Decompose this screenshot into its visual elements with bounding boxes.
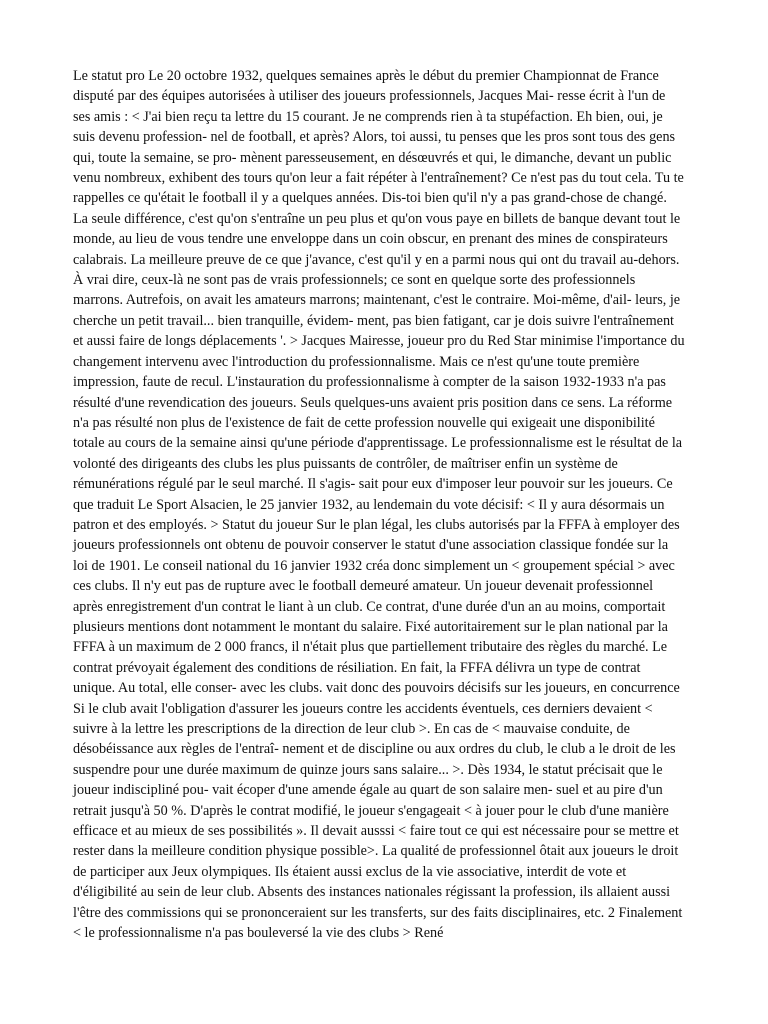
document-page [73, 66, 685, 943]
body-paragraph: Le statut pro Le 20 octobre 1932, quelques semaines après le début du premier Championnat de France disputé par des équipes autorisées à utiliser des joueurs professionnels, Jacques Mai- resse écrit à l'un de ses amis : < J'ai bien reçu ta lettre du 15 courant. Je ne comprends rien à ta stupéfaction. Eh bien, oui, je suis devenu profession- nel de football, et après? Alors, toi aussi, tu penses que les pros sont tous des gens qui, toute la semaine, se pro- mènent paresseusement, en désœuvrés et qui, le dimanche, devant un public venu nombreux, exhibent des tours qu'on leur a fait répéter à l'entraînement? Ce n'est pas du tout cela. Tu te rappelles ce qu'était le football il y a quelques années. Dis-toi bien qu'il n'y a pas grand-chose de changé. La seule différence, c'est qu'on s'entraîne un peu plus et qu'on vous paye en billets de banque devant tout le monde, au lieu de vous tendre une enveloppe dans un coin obscur, en prenant des mines de conspirateurs calabrais. La meilleure preuve de ce que j'avance, c'est qu'il y en a parmi nous qui ont du travail au-dehors. À vrai dire, ceux-là ne sont pas de vrais professionnels; ce sont en quelque sorte des professionnels marrons. Autrefois, on avait les amateurs marrons; maintenant, c'est le contraire. Moi-même, d'ail- leurs, je cherche un petit travail... bien tranquille, évidem- ment, pas bien fatigant, car je dois suivre l'entraînement et aussi faire de longs déplacements '. > Jacques Mairesse, joueur pro du Red Star minimise l'importance du changement intervenu avec l'introduction du professionnalisme. Mais ce n'est qu'une toute première impression, faute de recul. L'instauration du professionnalisme à compter de la saison 1932-1933 n'a pas résulté d'une revendication des joueurs. Seuls quelques-uns avaient pris position dans ce sens. La réforme n'a pas résulté non plus de l'existence de fait de cette profession nouvelle qui exigeait une disponibilité totale au cours de la semaine ainsi qu'une période d'apprentissage. Le professionnalisme est le résultat de la volonté des dirigeants des clubs les plus puissants de contrôler, de maîtriser enfin un système de rémunérations régulé par le seul marché. Il s'agis- sait pour eux d'imposer leur pouvoir sur les joueurs. Ce que traduit Le Sport Alsacien, le 25 janvier 1932, au lendemain du vote décisif: < Il y aura désormais un patron et des employés. > Statut du joueur Sur le plan légal, les clubs autorisés par la FFFA à employer des joueurs professionnels ont obtenu de pouvoir conserver le statut d'une association classique fondée sur la loi de 1901. Le conseil national du 16 janvier 1932 créa donc simplement un < groupement spécial > avec ces clubs. Il n'y eut pas de rupture avec le football demeuré amateur. Un joueur devenait professionnel après enregistrement d'un contrat le liant à un club. Ce contrat, d'une durée d'un an au moins, comportait plusieurs mentions dont notamment le montant du salaire. Fixé autoritairement sur le plan national par la FFFA à un maximum de 2 000 francs, il n'était plus que partiellement tributaire des règles du marché. Le contrat prévoyait également des conditions de résiliation. En fait, la FFFA délivra un type de contrat unique. Au total, elle conser- avec les clubs. vait donc des pouvoirs décisifs sur les joueurs, en concurrence Si le club avait l'obligation d'assurer les joueurs contre les accidents éventuels, ces derniers devaient < suivre à la lettre les prescriptions de la direction de leur club >. En cas de < mauvaise conduite, de désobéissance aux règles de l'entraî- nement et de discipline ou aux ordres du club, le club a le droit de les suspendre pour une durée maximum de quinze jours sans salaire... >. Dès 1934, le statut précisait que le joueur indiscipliné pou- vait écoper d'une amende égale au quart de son salaire men- suel et au pire d'un retrait jusqu'à 50 %. D'après le contrat modifié, le joueur s'engageait < à jouer pour le club d'une manière efficace et au mieux de ses possibilités ». Il devait ausssi < faire tout ce qui est nécessaire pour se mettre et rester dans la meilleure condition physique possible>. La qualité de professionnel ôtait aux joueurs le droit de participer aux Jeux olympiques. Ils étaient aussi exclus de la vie associative, interdit de vote et d'éligibilité au sein de leur club. Absents des instances nationales régissant la profession, ils allaient aussi l'être des commissions qui se prononceraient sur les transferts, sur des faits disciplinaires, etc. 2 Finalement < le professionnalisme n'a pas bouleversé la vie des clubs > René [73, 68, 685, 942]
